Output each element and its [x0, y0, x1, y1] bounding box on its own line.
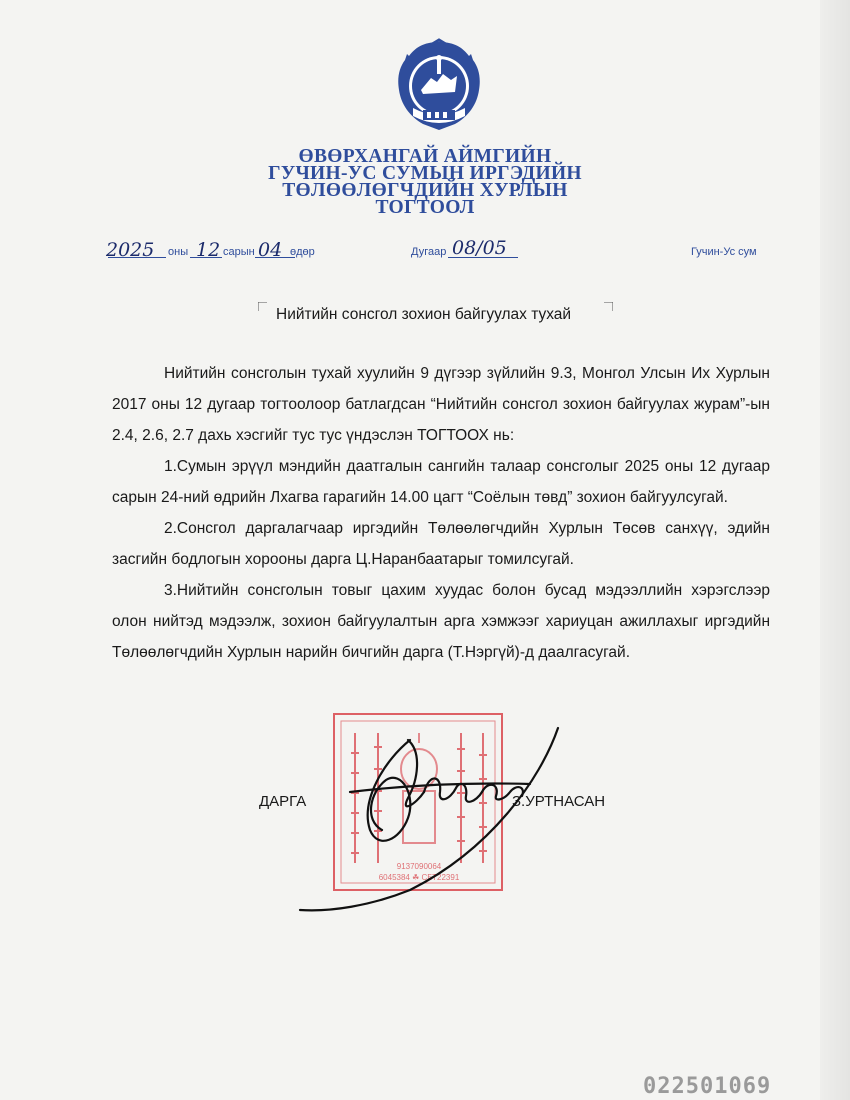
- signatory-name: З.УРТНАСАН: [512, 793, 606, 810]
- stamp-line-2: 6045384 ☘ СБТ22391: [378, 873, 460, 882]
- header-line-soum: ГУЧИН-УС СУМЫН ИРГЭДИЙН: [268, 163, 582, 184]
- document-subject: Нийтийн сонсгол зохион байгуулах тухай: [276, 306, 572, 323]
- number-label: Дугаар: [411, 246, 447, 258]
- day-underline: [255, 257, 295, 258]
- place-label: Гучин-Ус сум: [691, 246, 757, 258]
- body-item-1: 1.Сумын эрүүл мэндийн даатгалын сангийн талаар сонсголыг 2025 оны 12 дугаар сарын 24-ний өдрийн Лхагва гарагийн 14.00 цагт “Соёлын төвд” зохион байгуулсугай.: [112, 458, 770, 506]
- handwritten-number: 08/05: [452, 237, 507, 259]
- number-underline: [448, 257, 518, 258]
- handwritten-day: 04: [258, 239, 283, 261]
- body-item-3: 3.Нийтийн сонсголын товыг цахим хуудас болон бусад мэдээллийн хэрэгслээр олон нийтэд мэдээлж, зохион байгуулалтын арга хэмжээг хариуцан ажиллахыг иргэдийн Төлөөлөгчдийн Хурлын нарийн бичгийн дарга (Т.Нэргүй)-д даалгасугай.: [112, 582, 770, 661]
- header-line-council: ТӨЛӨӨЛӨГЧДИЙН ХУРЛЫН: [282, 180, 568, 201]
- day-suffix: өдөр: [290, 246, 315, 258]
- header-line-resolution: ТОГТООЛ: [375, 197, 475, 218]
- corner-bracket-right-icon: [604, 302, 613, 311]
- handwritten-year: 2025: [106, 239, 155, 261]
- handwritten-signature: [290, 700, 580, 920]
- header-line-province: ӨВӨРХАНГАЙ АЙМГИЙН: [298, 146, 552, 167]
- signatory-title: ДАРГА: [259, 793, 307, 810]
- state-emblem-icon: [393, 38, 485, 134]
- stamp-line-1: 9137090064: [396, 862, 442, 871]
- month-suffix: сарын: [223, 246, 255, 258]
- year-suffix: оны: [168, 246, 189, 258]
- serial-number: 022501069: [643, 1074, 772, 1099]
- month-underline: [190, 257, 222, 258]
- body-item-2: 2.Сонсгол даргалагчаар иргэдийн Төлөөлөгчдийн Хурлын Төсөв санхүү, эдийн засгийн бодлогын хорооны дарга Ц.Наранбаатарыг томилсугай.: [112, 520, 770, 568]
- body-intro: Нийтийн сонсголын тухай хуулийн 9 дүгээр зүйлийн 9.3, Монгол Улсын Их Хурлын 2017 оны 12 дугаар тогтоолоор батлагдсан “Нийтийн сонсгол зохион байгуулах журам”-ын 2.4, 2.6, 2.7 дахь хэсгийг тус тус үндэслэн ТОГТООХ нь:: [112, 365, 770, 444]
- handwritten-month: 12: [196, 239, 221, 261]
- document-body: [112, 358, 770, 668]
- corner-bracket-left-icon: [258, 302, 267, 311]
- year-underline: [108, 257, 166, 258]
